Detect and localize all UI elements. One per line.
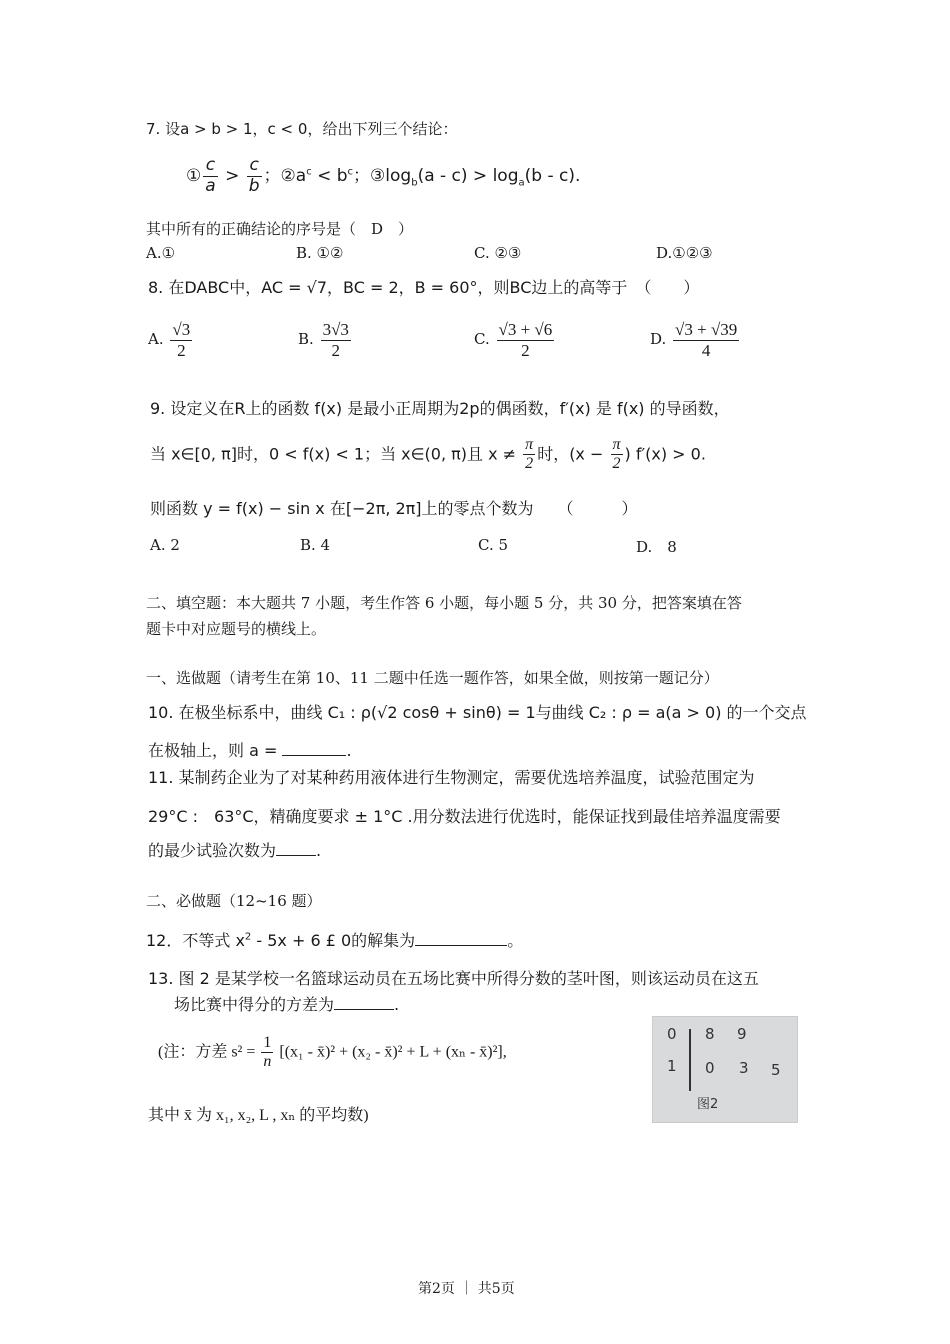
q8-option-c: C. $\frac{√3 + √6}{2}$	[474, 320, 553, 360]
q8-option-a: A. $\frac{√3}{2}$	[148, 320, 191, 360]
q7-answer-note: 其中所有的正确结论的序号是（ D ）	[146, 220, 414, 238]
q9-option-d: D. 8	[636, 538, 677, 556]
section2-line2: 题卡中对应题号的横线上。	[146, 620, 327, 638]
q7-option-b: B. ①②	[296, 244, 344, 262]
stem-leaf-figure	[652, 1016, 798, 1123]
q9-option-b: B. 4	[300, 536, 331, 554]
q7-stem: 7. 设a > b > 1，c < 0，给出下列三个结论：	[146, 120, 458, 138]
q10-line2: 在极轴上，则 a = .	[148, 741, 352, 760]
q11-line3: 的最少试验次数为 .	[148, 841, 322, 860]
stem-divider	[689, 1029, 691, 1091]
q9-line1: 9. 设定义在R上的函数 f(x) 是最小正周期为2p的偶函数，f′(x) 是 f(x) 的导函数，	[150, 399, 730, 418]
required-title: 二、必做题（12~16 题）	[146, 892, 322, 910]
stem-figure-caption: 图2	[697, 1097, 719, 1112]
q7-conclusions: ① $\frac{c}{a}$ > $\frac{c}{b}$ ；$②a^c < b^c$；$③\log_b(a - c) > \log_a(b - c)$.	[186, 155, 581, 196]
q13-line1: 13. 图 2 是某学校一名篮球运动员在五场比赛中所得分数的茎叶图，则该运动员在这五	[148, 969, 759, 988]
q7-option-d: D.①②③	[656, 244, 713, 262]
q8-option-b: B. $\frac{3√3}{2}$	[298, 320, 349, 360]
q9-option-a: A. 2	[150, 536, 180, 554]
q13-line2: 场比赛中得分的方差为 .	[174, 995, 400, 1014]
q12: 12．不等式 $x^2 - 5x + 6$ £ 0的解集为 。	[146, 931, 524, 950]
q8-stem: 8. 在DABC中，AC = √7，BC = 2，B = 60°，则BC边上的高等于 （ ）	[148, 278, 700, 297]
section2-line1: 二、填空题：本大题共 7 小题，考生作答 6 小题，每小题 5 分，共 30 分，把答案填在答	[146, 594, 742, 612]
stem-row1-leaf1: 8	[705, 1025, 715, 1043]
q11-line1: 11. 某制药企业为了对某种药用液体进行生物测定，需要优选培养温度，试验范围定为	[148, 768, 755, 787]
stem-row2-stem: 1	[667, 1057, 677, 1075]
q9-line2: 当 x∈[0, π]时，0 < f(x) < 1；当 x∈(0, π)且 x ≠ $\frac{\pi}{2}$ 时，(x − $\frac{\pi}{2}$ ) f′(x) > 0.	[150, 436, 706, 473]
q10-line1: 10. 在极坐标系中，曲线 C₁ : ρ(√2 cosθ + sinθ) = 1与曲线 C₂ : ρ = a(a > 0) 的一个交点	[148, 703, 807, 722]
q9-line3: 则函数 y = f(x) − sin x 在[−2π, 2π]上的零点个数为 （ ）	[150, 499, 638, 518]
page-footer: 第2页 ｜ 共5页	[418, 1281, 515, 1297]
q13-variance-note: (注：方差 s² = $\frac{1}{n}$ [(x₁ - x̄)² + (x₂ - x̄)² + L + (xₙ - x̄)²],	[158, 1034, 507, 1071]
q8-option-d: D. $\frac{√3 + √39}{4}$	[650, 320, 738, 360]
stem-row2-leaf1: 0	[705, 1059, 715, 1077]
q13-mean-note: 其中 x̄ 为 x₁, x₂, L , xₙ 的平均数)	[148, 1107, 369, 1124]
q7-option-c: C. ②③	[474, 244, 522, 262]
stem-row2-leaf2: 3	[739, 1059, 749, 1077]
q9-option-c: C. 5	[478, 536, 509, 554]
elective-title: 一、选做题（请考生在第 10、11 二题中任选一题作答，如果全做，则按第一题记分）	[146, 669, 719, 687]
stem-row1-leaf2: 9	[737, 1025, 747, 1043]
q7-option-a: A.①	[146, 244, 176, 262]
stem-row2-leaf3: 5	[771, 1061, 781, 1079]
q11-line2: 29°C : 63°C，精确度要求 ± 1°C .用分数法进行优选时，能保证找到最佳培养温度需要	[148, 807, 781, 826]
stem-row1-stem: 0	[667, 1025, 677, 1043]
